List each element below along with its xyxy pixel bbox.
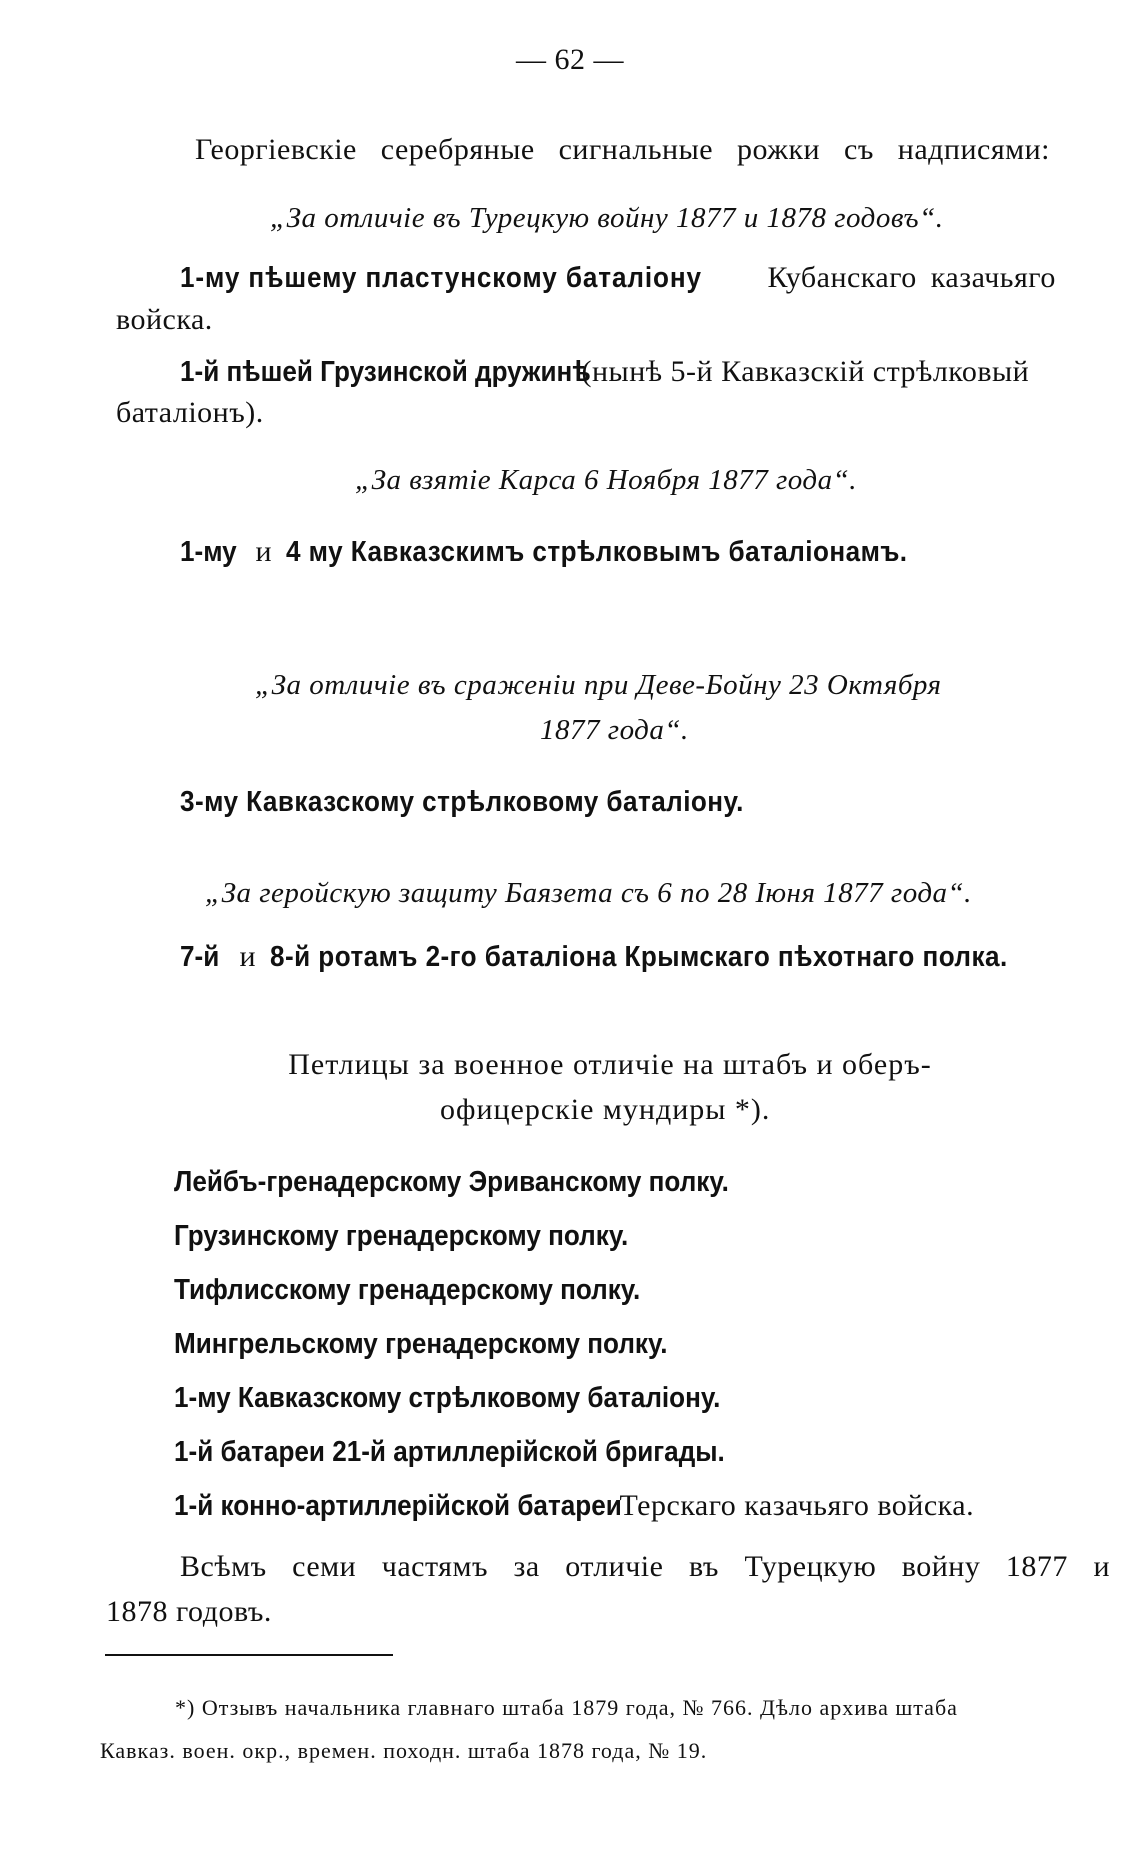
page-number: — 62 — <box>516 43 624 76</box>
unit-4: 3-му Кавказскому стрѣлковому баталіону. <box>180 786 744 818</box>
footnote-rule <box>105 1654 393 1656</box>
inscription-3-line-2: 1877 года“. <box>540 714 689 746</box>
unit-5-mid: и <box>239 940 257 973</box>
buttonholes-unit: 1-му Кавказскому стрѣлковому баталіону. <box>174 1382 721 1414</box>
summary-line-2: 1878 годовъ. <box>106 1595 272 1628</box>
unit-2-cont: баталіонъ). <box>116 396 264 429</box>
buttonholes-unit: Мингрельскому гренадерскому полку. <box>174 1328 668 1360</box>
unit-3-bold-a: 1-му <box>180 536 237 568</box>
buttonholes-unit: 1-й батареи 21-й артиллерійской бригады. <box>174 1436 725 1468</box>
unit-3-mid: и <box>255 535 273 568</box>
unit-5-bold-b: 8-й ротамъ 2-го баталіона Крымскаго пѣхотнаго полка. <box>269 941 1008 973</box>
unit-2-line <box>180 352 1029 392</box>
unit-5-bold-a: 7-й <box>180 941 220 973</box>
unit-2-bold: 1-й пѣшей Грузинской дружинѣ <box>180 356 591 388</box>
buttonholes-unit: Лейбъ-гренадерскому Эриванскому полку. <box>174 1166 729 1198</box>
unit-1-cont: войска. <box>116 303 213 336</box>
unit-2-rest: (нынѣ 5-й Кавказскій стрѣлковый <box>581 355 1030 388</box>
summary-line-1: Всѣмъ семи частямъ за отличіе въ Турецкую войну 1877 и <box>180 1550 1110 1583</box>
buttonholes-last-unit-bold: 1-й конно-артиллерійской батареи <box>174 1490 622 1522</box>
buttonholes-heading-line-2: офицерскіе мундиры *). <box>440 1093 771 1126</box>
buttonholes-unit: Грузинскому гренадерскому полку. <box>174 1220 629 1252</box>
unit-3-bold-b: 4 му Кавказскимъ стрѣлковымъ баталіонамъ. <box>285 536 908 568</box>
horns-heading: Георгіевскіе серебряные сигнальные рожки съ надписями: <box>195 133 1050 166</box>
inscription-2: „За взятіе Карса 6 Ноября 1877 года“. <box>355 464 857 496</box>
buttonholes-heading-line-1: Петлицы за военное отличіе на штабъ и оберъ- <box>288 1048 932 1081</box>
buttonholes-unit: Тифлисскому гренадерскому полку. <box>174 1274 641 1306</box>
buttonholes-last-unit-rest: Терскаго казачьяго войска. <box>619 1489 975 1522</box>
unit-1-bold: 1-му пѣшему пластунскому баталіону <box>180 262 702 294</box>
unit-3-line <box>180 532 966 572</box>
inscription-3-line-1: „За отличіе въ сраженіи при Деве-Бойну 23 Октября <box>255 669 942 701</box>
unit-5-line <box>180 937 1089 977</box>
unit-1-line <box>180 258 1138 298</box>
buttonholes-last-unit <box>174 1486 974 1526</box>
inscription-1: „За отличіе въ Турецкую войну 1877 и 1878 годовъ“. <box>270 202 944 234</box>
footnote-line-1: *) Отзывъ начальника главнаго штаба 1879 года, № 766. Дѣло архива штаба <box>175 1695 958 1720</box>
inscription-4: „За геройскую защиту Баязета съ 6 по 28 Іюня 1877 года“. <box>205 877 972 909</box>
footnote-line-2: Кавказ. воен. окр., времен. походн. штаба 1878 года, № 19. <box>100 1738 708 1763</box>
unit-1-rest: Кубанскаго казачьяго <box>767 261 1056 294</box>
